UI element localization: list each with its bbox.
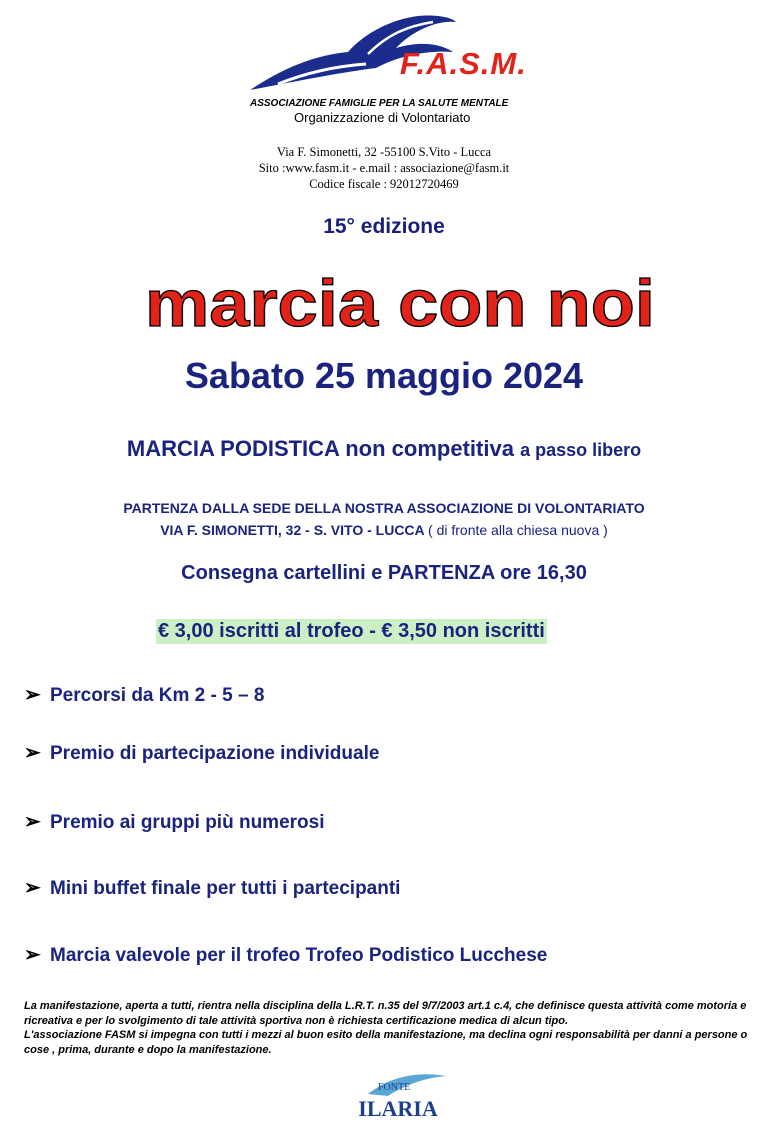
bullet-text: Marcia valevole per il trofeo Trofeo Podistico Lucchese [50,945,548,966]
start-address-note: ( di fronte alla chiesa nuova ) [428,522,608,538]
start-time: Consegna cartellini e PARTENZA ore 16,30 [181,562,587,584]
arrow-bullet-icon: ➢ [24,742,41,764]
event-type-main: MARCIA PODISTICA non competitiva [126,436,514,461]
event-date: Sabato 25 maggio 2024 [184,355,584,396]
price-info: € 3,00 iscritti al trofeo - € 3,50 non iscritti [158,620,545,642]
bullet-item [24,682,264,707]
legal-note-line2: L'associazione FASM si impegna con tutti i mezzi al buon esito della manifestazione, ma declina ogni responsabilità per danni a persone o cose , prima, durante e dopo la manifestazione. [24,1029,748,1056]
sponsor-name-text: ILARIA [358,1096,438,1121]
org-short-name: F.A.S.M. [400,46,527,81]
org-type: Organizzazione di Volontariato [294,110,471,125]
fonte-ilaria-logo [348,1066,448,1122]
bullet-text: Premio ai gruppi più numerosi [50,812,325,833]
bullet-text: Premio di partecipazione individuale [50,743,380,764]
bullet-item [24,740,379,765]
arrow-bullet-icon: ➢ [24,684,41,706]
start-location-line1: PARTENZA DALLA SEDE DELLA NOSTRA ASSOCIAZIONE DI VOLONTARIATO [123,500,645,516]
start-location-line2 [0,519,768,541]
start-location [0,497,768,541]
legal-note [24,999,754,1057]
arrow-bullet-icon: ➢ [24,811,41,833]
contact-address: Via F. Simonetti, 32 -55100 S.Vito - Lucca [276,145,492,159]
start-address: VIA F. SIMONETTI, 32 - S. VITO - LUCCA [160,522,425,538]
arrow-bullet-icon: ➢ [24,944,41,966]
contact-fiscal-code: Codice fiscale : 92012720469 [309,177,459,191]
event-title [0,256,768,346]
event-type [0,436,768,462]
bullet-text: Mini buffet finale per tutti i partecipanti [50,878,401,899]
legal-note-line1: La manifestazione, aperta a tutti, rientra nella disciplina della L.R.T. n.35 del 9/7/2003 art.1 c.4, che definisce questa attività come motoria e ricreativa e per lo svolgimento di tale attività sportiva non è richiesta certificazione medica di alcun tipo. [24,1000,747,1027]
edition-label: 15° edizione [323,215,445,238]
svg-text:marcia con noi: marcia con noi [145,266,655,340]
event-type-suffix: a passo libero [520,440,642,460]
contact-web-email: Sito :www.fasm.it - e.mail : associazione@fasm.it [258,161,510,175]
association-name: ASSOCIAZIONE FAMIGLIE PER LA SALUTE MENTALE [250,98,509,109]
bullet-item [24,809,324,834]
bullet-text: Percorsi da Km 2 - 5 – 8 [50,685,265,706]
sponsor-top-text: FONTE [378,1082,411,1093]
bullet-item [24,875,400,900]
bullet-item [24,942,547,967]
arrow-bullet-icon: ➢ [24,877,41,899]
